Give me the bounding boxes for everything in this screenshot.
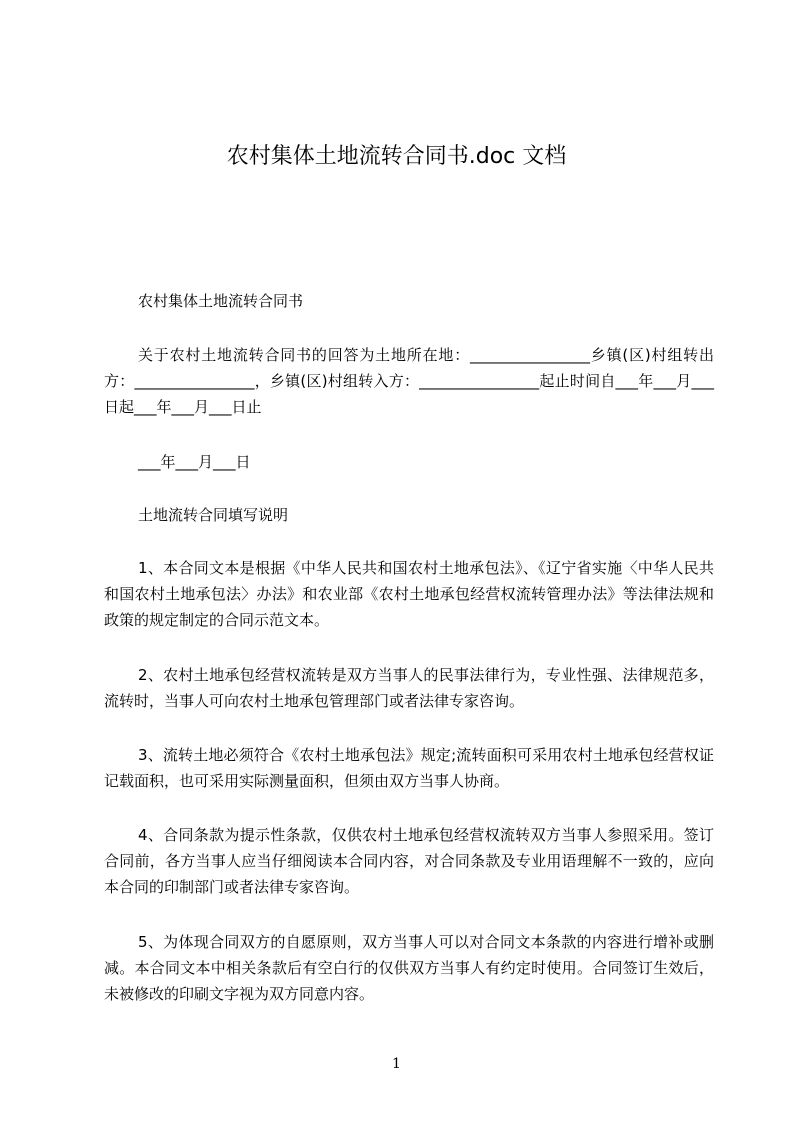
instruction-paragraph-3: 3、流转土地必须符合《农村土地承包法》规定;流转面积可采用农村土地承包经营权证记载面积，也可采用实际测量面积，但须由双方当事人协商。 — [104, 746, 714, 790]
date-line: ___年___月___日 — [138, 453, 251, 471]
instruction-paragraph-4: 4、合同条款为提示性条款，仅供农村土地承包经营权流转双方当事人参照采用。签订合同前，各方当事人应当仔细阅读本合同内容，对合同条款及专业用语理解不一致的，应向本合同的印制部门或者法律专家咨询。 — [104, 826, 714, 896]
instruction-paragraph-2: 2、农村土地承包经营权流转是双方当事人的民事法律行为，专业性强、法律规范多，流转时，当事人可向农村土地承包管理部门或者法律专家咨询。 — [104, 666, 714, 710]
page-number: 1 — [392, 1056, 401, 1072]
page-title: 农村集体土地流转合同书.doc 文档 — [226, 144, 567, 169]
instruction-paragraph-1: 1、本合同文本是根据《中华人民共和国农村土地承包法》、《辽宁省实施〈中华人民共和国农村土地承包法〉办法》和农业部《农村土地承包经营权流转管理办法》等法律法规和政策的规定制定的合同示范文本。 — [104, 559, 714, 629]
instruction-paragraph-5: 5、为体现合同双方的自愿原则，双方当事人可以对合同文本条款的内容进行增补或删减。本合同文本中相关条款后有空白行的仅供双方当事人有约定时使用。合同签订生效后，未被修改的印刷文字视为双方同意内容。 — [104, 933, 714, 1003]
instructions-heading: 土地流转合同填写说明 — [138, 506, 289, 524]
intro-paragraph: 关于农村土地流转合同书的回答为土地所在地：________________乡镇(区)村组转出方：________________，乡镇(区)村组转入方：________________起止时间自___年___月___日起___年___月___日止 — [104, 346, 714, 416]
contract-subtitle: 农村集体土地流转合同书 — [138, 292, 304, 310]
